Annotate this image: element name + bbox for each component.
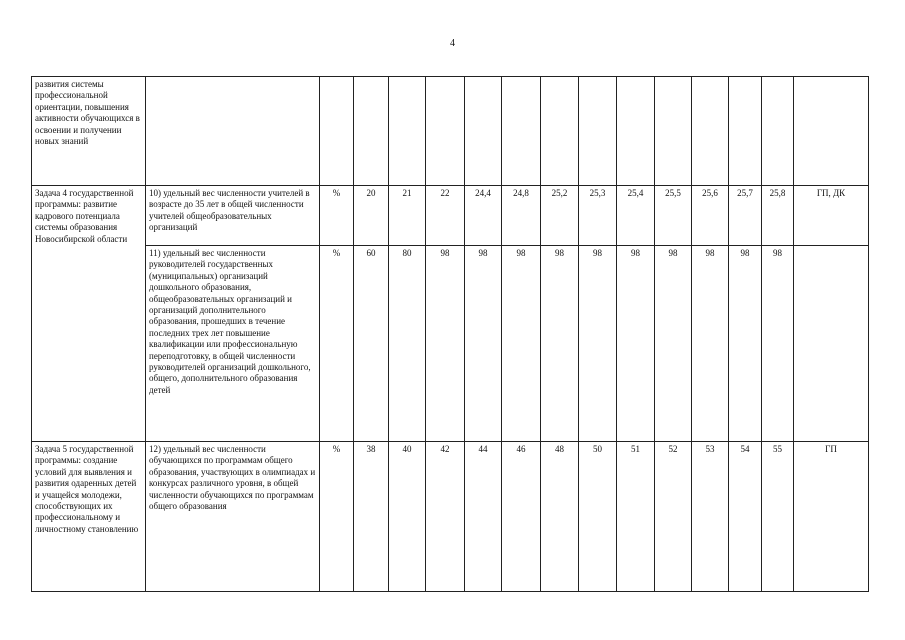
table-row — [32, 246, 869, 442]
task-cell: Задача 5 государственной программы: создание условий для выявления и развития одаренных детей и учащейся молодежи, способствующих их профессиональному и личностному становлению — [32, 442, 146, 592]
value-cell — [729, 77, 762, 186]
value-cell: 24,4 — [465, 186, 502, 246]
value-cell — [354, 77, 389, 186]
value-cell — [465, 77, 502, 186]
table-row — [32, 442, 869, 592]
value-cell: 98 — [729, 246, 762, 442]
value-cell — [389, 77, 426, 186]
value-cell: 51 — [617, 442, 655, 592]
indicator-cell: 10) удельный вес численности учителей в возрасте до 35 лет в общей численности учителей общеобразовательных организаций — [146, 186, 320, 246]
value-cell: 98 — [617, 246, 655, 442]
value-cell: 98 — [692, 246, 729, 442]
value-cell — [655, 77, 692, 186]
value-cell: 98 — [762, 246, 794, 442]
value-cell: 40 — [389, 442, 426, 592]
responsible-cell — [794, 77, 869, 186]
value-cell: 25,4 — [617, 186, 655, 246]
value-cell — [502, 77, 541, 186]
value-cell — [617, 77, 655, 186]
value-cell: 25,6 — [692, 186, 729, 246]
value-cell: 60 — [354, 246, 389, 442]
task-cell: развития системы профессиональной ориентации, повышения активности обучающихся в освоении и получении новых знаний — [32, 77, 146, 186]
indicators-table — [31, 76, 869, 592]
value-cell: 38 — [354, 442, 389, 592]
value-cell — [541, 77, 579, 186]
page-number: 4 — [450, 38, 455, 49]
value-cell: 25,5 — [655, 186, 692, 246]
value-cell — [692, 77, 729, 186]
unit-cell — [320, 77, 354, 186]
value-cell: 98 — [426, 246, 465, 442]
value-cell: 50 — [579, 442, 617, 592]
value-cell: 25,7 — [729, 186, 762, 246]
value-cell — [579, 77, 617, 186]
value-cell: 54 — [729, 442, 762, 592]
table-row — [32, 77, 869, 186]
value-cell: 42 — [426, 442, 465, 592]
value-cell: 44 — [465, 442, 502, 592]
value-cell: 25,8 — [762, 186, 794, 246]
value-cell: 98 — [655, 246, 692, 442]
value-cell — [762, 77, 794, 186]
unit-cell: % — [320, 246, 354, 442]
value-cell: 98 — [541, 246, 579, 442]
value-cell: 98 — [502, 246, 541, 442]
value-cell — [426, 77, 465, 186]
table-row — [32, 186, 869, 246]
value-cell: 53 — [692, 442, 729, 592]
value-cell: 98 — [579, 246, 617, 442]
responsible-cell — [794, 246, 869, 442]
unit-cell: % — [320, 186, 354, 246]
value-cell: 55 — [762, 442, 794, 592]
value-cell: 25,2 — [541, 186, 579, 246]
responsible-cell: ГП, ДК — [794, 186, 869, 246]
indicator-cell: 11) удельный вес численности руководителей государственных (муниципальных) организаций дошкольного образования, общеобразовательных организаций и организаций дополнительного образования, прошедших в течение последних трех лет повышение квалификации или профессиональную переподготовку, в общей численности руководителей организаций дошкольного, общего, дополнительного образования детей — [146, 246, 320, 442]
value-cell: 98 — [465, 246, 502, 442]
indicator-cell — [146, 77, 320, 186]
value-cell: 22 — [426, 186, 465, 246]
responsible-cell: ГП — [794, 442, 869, 592]
value-cell: 25,3 — [579, 186, 617, 246]
value-cell: 48 — [541, 442, 579, 592]
value-cell: 24,8 — [502, 186, 541, 246]
indicator-cell: 12) удельный вес численности обучающихся по программам общего образования, участвующих в олимпиадах и конкурсах различного уровня, в общей численности обучающихся по программам общего образования — [146, 442, 320, 592]
task-cell: Задача 4 государственной программы: развитие кадрового потенциала системы образования Новосибирской области — [32, 186, 146, 442]
value-cell: 52 — [655, 442, 692, 592]
unit-cell: % — [320, 442, 354, 592]
value-cell: 20 — [354, 186, 389, 246]
value-cell: 80 — [389, 246, 426, 442]
value-cell: 46 — [502, 442, 541, 592]
value-cell: 21 — [389, 186, 426, 246]
